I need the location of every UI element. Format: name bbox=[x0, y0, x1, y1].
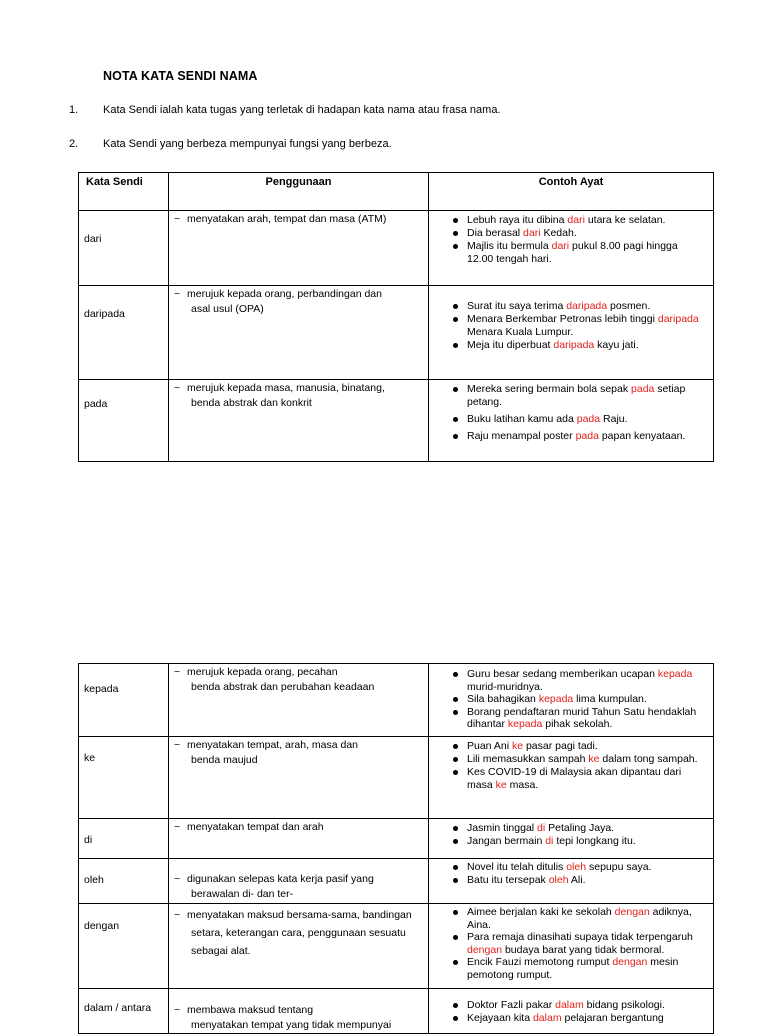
ayat-text: pukul 8.00 pagi hingga 12.00 tengah hari. bbox=[467, 240, 678, 265]
ayat-text: Ali. bbox=[568, 873, 586, 886]
kata-sendi-cell bbox=[79, 737, 169, 819]
point-text: Kata Sendi ialah kata tugas yang terletak di hadapan kata nama atau frasa nama. bbox=[103, 104, 501, 116]
ayat-text: kayu jati. bbox=[594, 339, 639, 351]
penggunaan-cell bbox=[169, 989, 429, 1034]
contoh-ayat-cell bbox=[429, 989, 714, 1034]
ayat-text: Sila bahagikan bbox=[467, 693, 539, 705]
kata-sendi-highlight: dari bbox=[551, 240, 570, 252]
ayat-text: Borang pendaftaran murid Tahun Satu hendaklah dihantar bbox=[467, 705, 697, 730]
tilde-marker: ~ bbox=[174, 288, 181, 300]
kata-sendi-word: daripada bbox=[84, 308, 125, 320]
penggunaan-text: setara, keterangan cara, penggunaan sesuatu bbox=[191, 927, 406, 939]
kata-sendi-highlight: pada bbox=[631, 383, 655, 395]
table-row-daripada bbox=[79, 286, 714, 380]
contoh-ayat-item bbox=[429, 822, 713, 835]
ayat-text: Aimee berjalan kaki ke sekolah bbox=[467, 906, 615, 918]
tilde-marker: ~ bbox=[174, 382, 181, 394]
ayat-text: Doktor Fazli pakar bbox=[467, 999, 556, 1011]
kata-sendi-highlight: ke bbox=[588, 753, 600, 765]
penggunaan-text: merujuk kepada orang, pecahan bbox=[187, 666, 338, 678]
kata-sendi-highlight: kepada bbox=[538, 693, 574, 705]
ayat-text: Jangan bermain bbox=[467, 835, 546, 847]
kata-sendi-highlight: pada bbox=[575, 430, 599, 442]
kata-sendi-highlight: daripada bbox=[553, 339, 595, 351]
tilde-marker: ~ bbox=[174, 909, 181, 921]
ayat-text: Dia berasal bbox=[467, 227, 524, 239]
penggunaan-cell bbox=[169, 859, 429, 904]
contoh-ayat-item bbox=[429, 1012, 713, 1025]
tilde-marker: ~ bbox=[174, 1004, 181, 1016]
ayat-text: Kes COVID-19 di Malaysia akan dipantau dari masa bbox=[467, 766, 682, 791]
ayat-text: adiknya, Aina. bbox=[467, 906, 692, 931]
tilde-marker: ~ bbox=[174, 739, 181, 751]
contoh-ayat-item bbox=[429, 956, 713, 981]
kata-sendi-word: dalam / antara bbox=[84, 1002, 152, 1014]
ayat-text: pasar pagi tadi. bbox=[523, 740, 598, 752]
penggunaan-text: membawa maksud tentang bbox=[187, 1004, 314, 1016]
ayat-text: Encik Fauzi memotong rumput bbox=[467, 956, 613, 968]
ayat-text: Kejayaan kita bbox=[467, 1011, 533, 1024]
ayat-text: Raju. bbox=[600, 413, 628, 425]
contoh-ayat-item bbox=[429, 753, 713, 766]
contoh-ayat-list bbox=[429, 664, 713, 731]
kata-sendi-highlight: oleh bbox=[548, 873, 569, 886]
kata-sendi-highlight: pada bbox=[576, 413, 601, 425]
contoh-ayat-item bbox=[429, 313, 713, 339]
contoh-ayat-cell bbox=[429, 664, 714, 737]
ayat-text: dalam tong sampah. bbox=[599, 753, 698, 765]
kata-sendi-cell bbox=[79, 989, 169, 1034]
penggunaan-cell bbox=[169, 737, 429, 819]
ayat-text: Menara Berkembar Petronas lebih tinggi bbox=[467, 313, 658, 325]
point-text: Kata Sendi yang berbeza mempunyai fungsi yang berbeza. bbox=[103, 138, 392, 150]
kata-sendi-highlight: dari bbox=[567, 214, 585, 226]
table-row-ke bbox=[79, 737, 714, 819]
kata-sendi-word: pada bbox=[84, 398, 108, 410]
ayat-text: Raju menampal poster bbox=[467, 430, 576, 442]
penggunaan-cell bbox=[169, 380, 429, 462]
contoh-ayat-item bbox=[429, 339, 713, 352]
penggunaan-text: menyatakan tempat dan arah bbox=[187, 821, 324, 833]
contoh-ayat-cell bbox=[429, 286, 714, 380]
kata-sendi-highlight: di bbox=[537, 822, 546, 834]
contoh-ayat-list bbox=[429, 989, 713, 1024]
contoh-ayat-cell bbox=[429, 211, 714, 286]
contoh-ayat-item bbox=[429, 740, 713, 753]
contoh-ayat-item bbox=[429, 240, 713, 266]
contoh-ayat-list bbox=[429, 819, 713, 848]
ayat-text: Menara Kuala Lumpur. bbox=[467, 326, 574, 338]
ayat-text: Guru besar sedang memberikan ucapan bbox=[467, 668, 658, 680]
penggunaan-cell bbox=[169, 664, 429, 737]
kata-sendi-highlight: di bbox=[545, 835, 554, 847]
ayat-text: posmen. bbox=[607, 300, 651, 312]
contoh-ayat-item bbox=[429, 931, 713, 956]
kata-sendi-highlight: kepada bbox=[507, 718, 543, 730]
tilde-marker: ~ bbox=[174, 821, 181, 833]
contoh-ayat-cell bbox=[429, 859, 714, 904]
kata-sendi-highlight: daripada bbox=[657, 313, 699, 325]
penggunaan-cell bbox=[169, 286, 429, 380]
penggunaan-cell bbox=[169, 211, 429, 286]
ayat-text: sepupu saya. bbox=[586, 861, 652, 873]
ayat-text: utara ke selatan. bbox=[584, 214, 666, 226]
tilde-marker: ~ bbox=[174, 213, 181, 225]
penggunaan-text: menyatakan arah, tempat dan masa (ATM) bbox=[187, 213, 387, 225]
penggunaan-text: merujuk kepada masa, manusia, binatang, bbox=[187, 382, 385, 394]
contoh-ayat-item bbox=[429, 430, 713, 443]
ayat-text: bidang psikologi. bbox=[583, 999, 665, 1011]
table-row-dalam-antara bbox=[79, 989, 714, 1034]
penggunaan-text: berawalan di- dan ter- bbox=[191, 888, 294, 900]
kata-sendi-table-continued bbox=[78, 663, 714, 1034]
kata-sendi-highlight: daripada bbox=[566, 300, 608, 312]
ayat-text: mesin pemotong rumput. bbox=[467, 956, 679, 981]
kata-sendi-cell bbox=[79, 859, 169, 904]
penggunaan-text: menyatakan tempat, arah, masa dan bbox=[187, 739, 359, 751]
contoh-ayat-item bbox=[429, 227, 713, 240]
ayat-text: lima kumpulan. bbox=[573, 693, 647, 705]
kata-sendi-cell bbox=[79, 286, 169, 380]
ayat-text: papan kenyataan. bbox=[598, 430, 686, 442]
ayat-text: budaya barat yang tidak bermoral. bbox=[502, 943, 665, 956]
contoh-ayat-cell bbox=[429, 819, 714, 859]
kata-sendi-cell bbox=[79, 380, 169, 462]
contoh-ayat-cell bbox=[429, 737, 714, 819]
penggunaan-text: menyatakan maksud bersama-sama, bandingan bbox=[187, 909, 412, 921]
contoh-ayat-list bbox=[429, 737, 713, 792]
point-number: 2. bbox=[69, 138, 79, 150]
point-number: 1. bbox=[69, 104, 79, 116]
kata-sendi-word: di bbox=[84, 834, 93, 846]
ayat-text: Novel itu telah ditulis bbox=[467, 861, 567, 873]
ayat-text: Lebuh raya itu dibina bbox=[467, 214, 568, 226]
penggunaan-cell bbox=[169, 819, 429, 859]
kata-sendi-highlight: ke bbox=[511, 740, 524, 752]
contoh-ayat-item bbox=[429, 906, 713, 931]
kata-sendi-highlight: dengan bbox=[614, 906, 650, 918]
ayat-text: Puan Ani bbox=[467, 740, 512, 752]
contoh-ayat-item bbox=[429, 214, 713, 227]
kata-sendi-highlight: dari bbox=[523, 227, 541, 239]
ayat-text: Jasmin tinggal bbox=[467, 822, 538, 834]
kata-sendi-highlight: dengan bbox=[467, 943, 503, 956]
ayat-text: Surat itu saya terima bbox=[467, 300, 567, 312]
contoh-ayat-item bbox=[429, 693, 713, 706]
ayat-text: Batu itu tersepak bbox=[467, 873, 549, 886]
penggunaan-text: benda abstrak dan konkrit bbox=[191, 397, 312, 409]
penggunaan-text: menyatakan tempat yang tidak mempunyai bbox=[191, 1019, 392, 1031]
table-row-di bbox=[79, 819, 714, 859]
tilde-marker: ~ bbox=[174, 666, 181, 678]
contoh-ayat-item bbox=[429, 706, 713, 731]
ayat-text: pelajaran bergantung bbox=[561, 1011, 664, 1024]
contoh-ayat-list bbox=[429, 286, 713, 352]
kata-sendi-cell bbox=[79, 211, 169, 286]
contoh-ayat-list bbox=[429, 859, 713, 886]
kata-sendi-word: kepada bbox=[84, 683, 119, 695]
contoh-ayat-item bbox=[429, 861, 713, 874]
kata-sendi-highlight: dalam bbox=[555, 999, 584, 1011]
penggunaan-text: sebagai alat. bbox=[191, 945, 251, 957]
ayat-text: Para remaja dinasihati supaya tidak terpengaruh bbox=[467, 931, 693, 943]
penggunaan-text: asal usul (OPA) bbox=[191, 303, 264, 315]
ayat-text: Buku latihan kamu ada bbox=[467, 413, 577, 425]
kata-sendi-word: ke bbox=[84, 752, 96, 764]
penggunaan-text: benda maujud bbox=[191, 754, 258, 766]
contoh-ayat-list bbox=[429, 904, 713, 981]
ayat-text: Petaling Jaya. bbox=[545, 822, 615, 834]
table-row-dari bbox=[79, 211, 714, 286]
kata-sendi-highlight: dalam bbox=[532, 1011, 562, 1024]
contoh-ayat-item bbox=[429, 413, 713, 426]
ayat-text: setiap petang. bbox=[467, 383, 686, 408]
penggunaan-text: merujuk kepada orang, perbandingan dan bbox=[187, 288, 382, 300]
ayat-text: Lili memasukkan sampah bbox=[467, 753, 589, 765]
ayat-text: tepi longkang itu. bbox=[553, 835, 636, 847]
ayat-text: masa. bbox=[506, 779, 539, 791]
contoh-ayat-cell bbox=[429, 380, 714, 462]
kata-sendi-highlight: oleh bbox=[566, 861, 587, 873]
header-penggunaan: Penggunaan bbox=[169, 173, 429, 211]
kata-sendi-cell bbox=[79, 819, 169, 859]
kata-sendi-word: dari bbox=[84, 233, 102, 245]
contoh-ayat-item bbox=[429, 383, 713, 409]
table-row-pada bbox=[79, 380, 714, 462]
kata-sendi-word: oleh bbox=[84, 874, 104, 886]
kata-sendi-cell bbox=[79, 664, 169, 737]
ayat-text: pihak sekolah. bbox=[542, 718, 613, 730]
kata-sendi-highlight: dengan bbox=[612, 956, 648, 968]
penggunaan-text: digunakan selepas kata kerja pasif yang bbox=[187, 873, 374, 885]
page-title: NOTA KATA SENDI NAMA bbox=[103, 69, 258, 83]
contoh-ayat-item bbox=[429, 835, 713, 848]
contoh-ayat-item bbox=[429, 300, 713, 313]
contoh-ayat-item bbox=[429, 766, 713, 792]
kata-sendi-table bbox=[78, 172, 714, 462]
ayat-text: Kedah. bbox=[540, 227, 577, 239]
contoh-ayat-cell bbox=[429, 904, 714, 989]
ayat-text: murid-muridnya. bbox=[467, 680, 543, 693]
table-row-kepada bbox=[79, 664, 714, 737]
ayat-text: Majlis itu bermula bbox=[467, 240, 552, 252]
penggunaan-text: benda abstrak dan perubahan keadaan bbox=[191, 681, 375, 693]
kata-sendi-highlight: kepada bbox=[657, 668, 693, 680]
header-contoh-ayat: Contoh Ayat bbox=[429, 173, 714, 211]
table-row-oleh bbox=[79, 859, 714, 904]
tilde-marker: ~ bbox=[174, 873, 181, 885]
contoh-ayat-list bbox=[429, 380, 713, 443]
ayat-text: Mereka sering bermain bola sepak bbox=[467, 383, 632, 395]
kata-sendi-word: dengan bbox=[84, 920, 120, 932]
contoh-ayat-item bbox=[429, 999, 713, 1012]
kata-sendi-highlight: ke bbox=[495, 779, 507, 791]
penggunaan-cell bbox=[169, 904, 429, 989]
header-kata-sendi: Kata Sendi bbox=[79, 173, 169, 211]
kata-sendi-cell bbox=[79, 904, 169, 989]
table-row-dengan bbox=[79, 904, 714, 989]
contoh-ayat-item bbox=[429, 668, 713, 693]
contoh-ayat-item bbox=[429, 874, 713, 887]
contoh-ayat-list bbox=[429, 211, 713, 266]
ayat-text: Meja itu diperbuat bbox=[467, 339, 554, 351]
